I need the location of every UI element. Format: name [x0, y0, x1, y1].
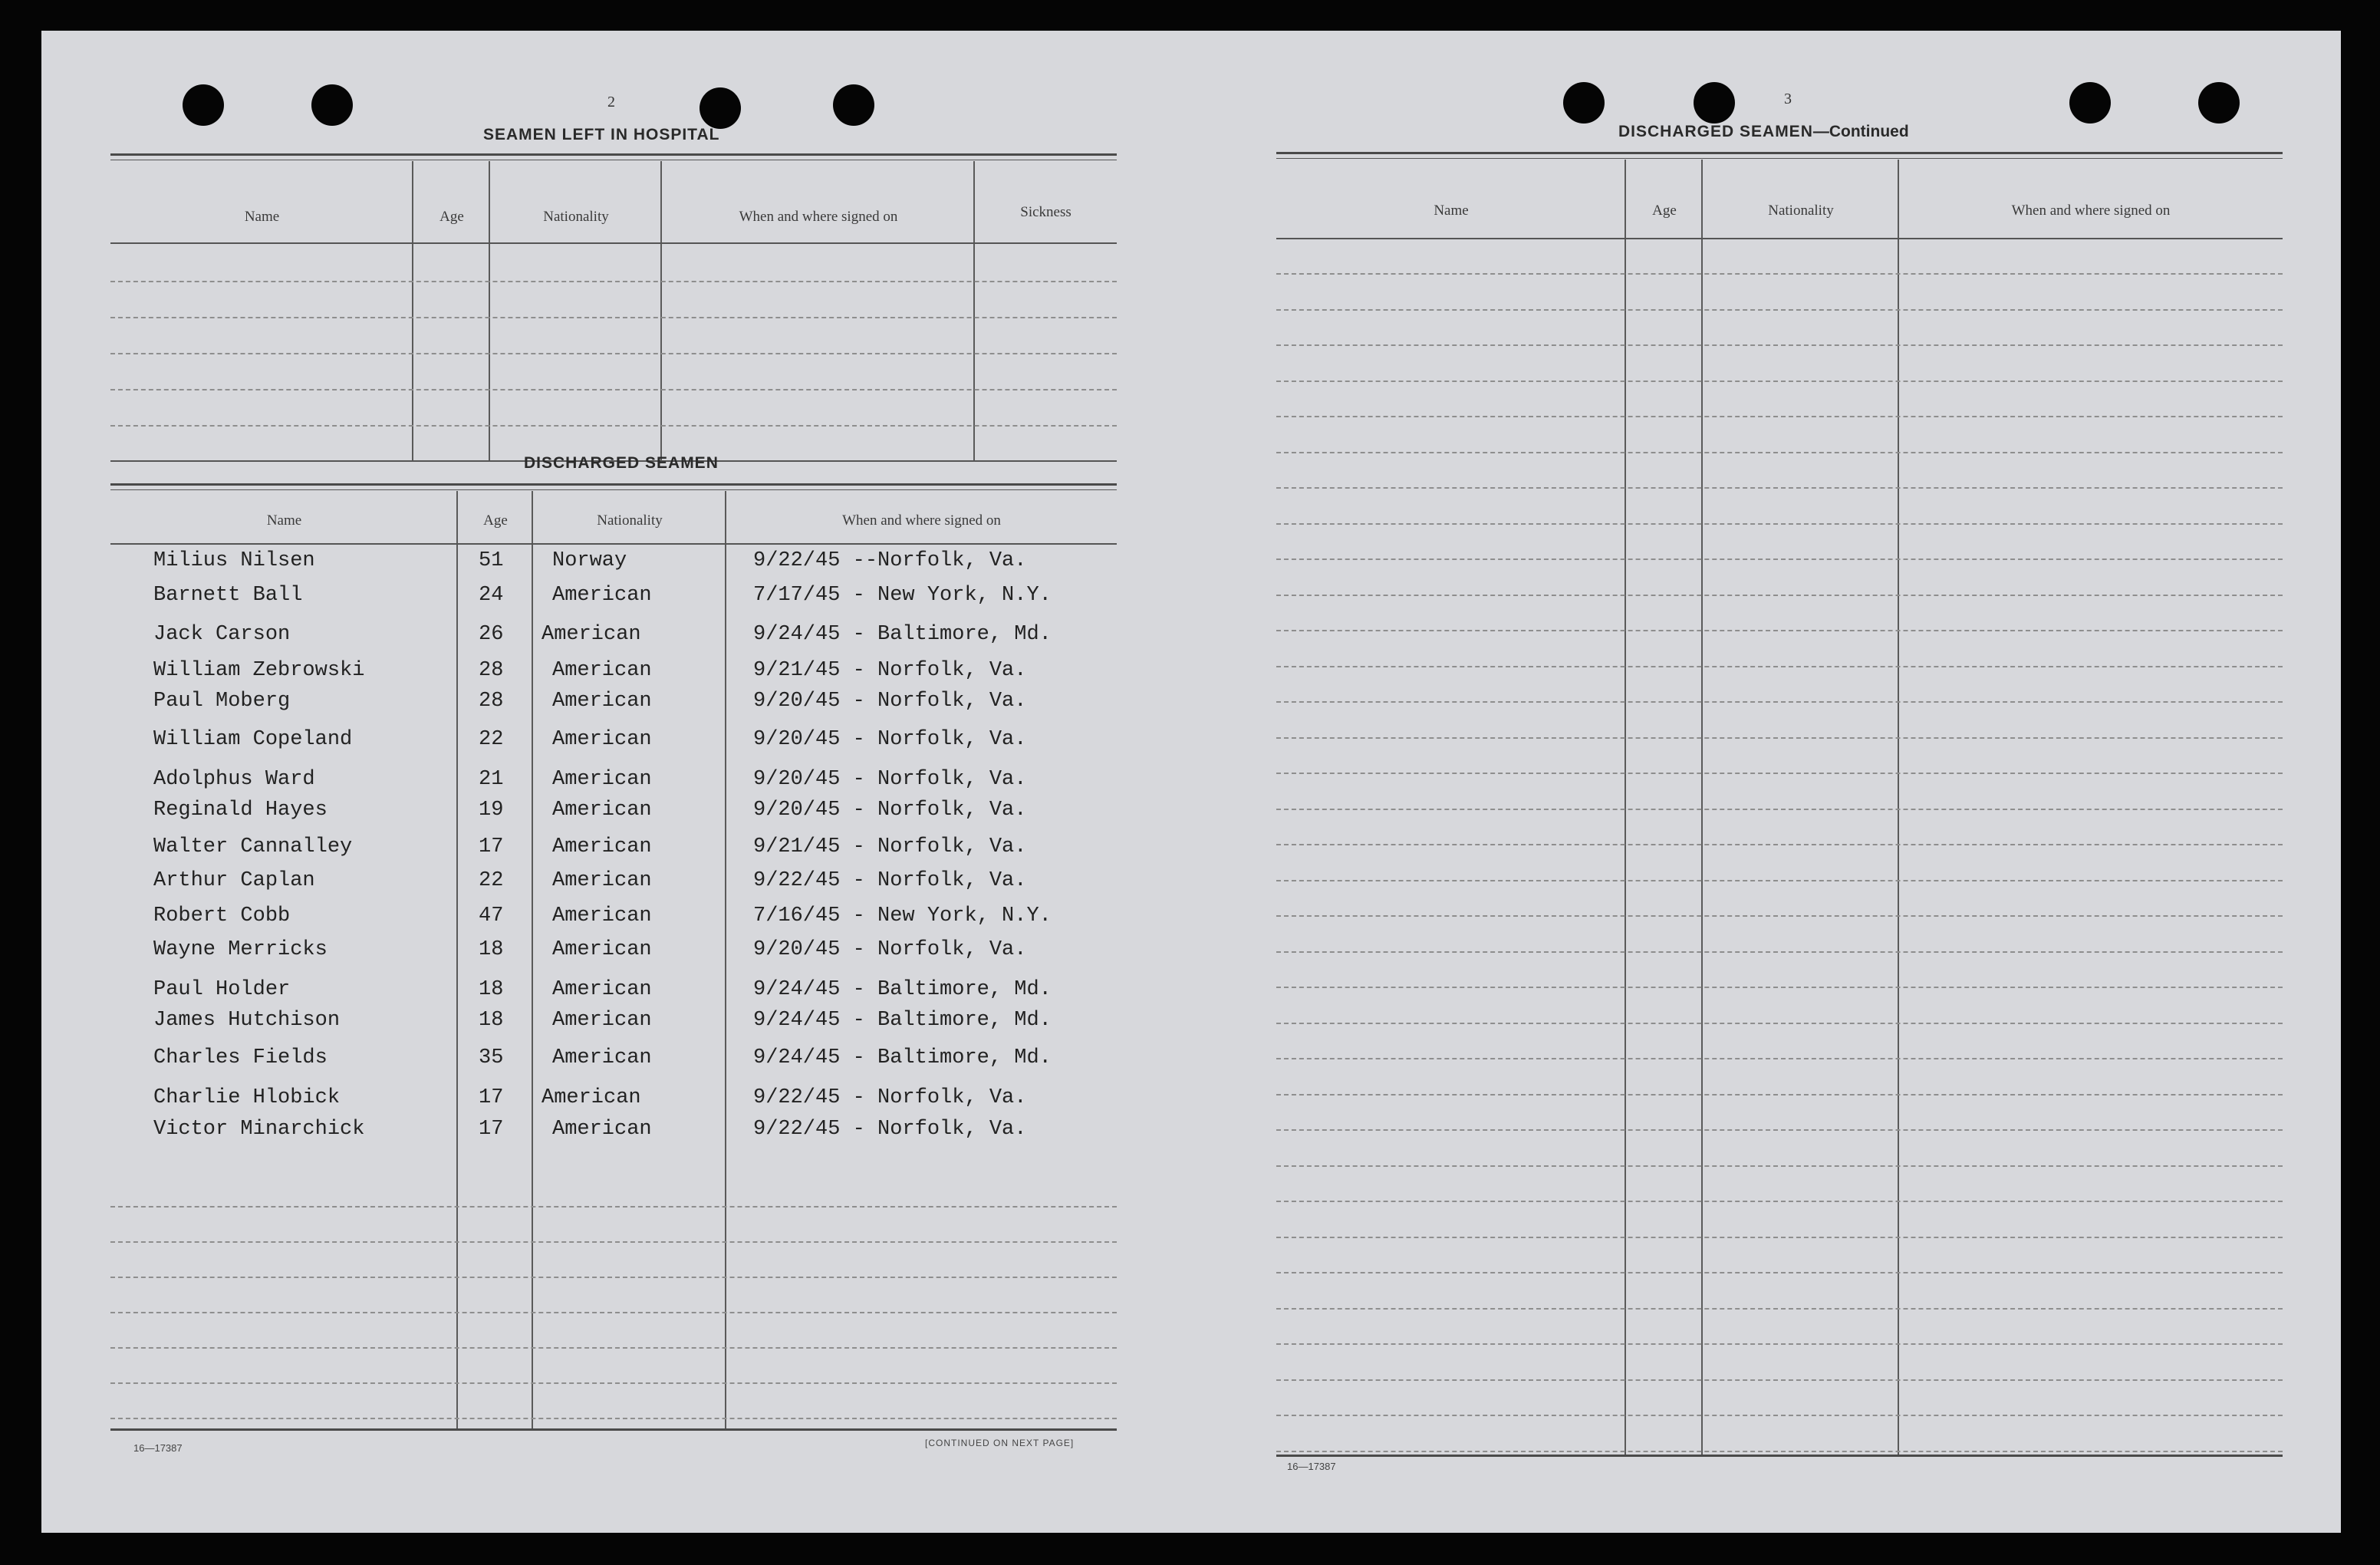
signed-on: 9/20/45 - Norfolk, Va. [753, 690, 1027, 713]
table-row [110, 623, 1117, 657]
header-signed-on: When and where signed on [739, 209, 898, 225]
ruled-line [1276, 381, 2283, 382]
seaman-age: 17 [479, 835, 504, 858]
ruled-line [1276, 523, 2283, 525]
left-page [41, 31, 1192, 1533]
seaman-name: Milius Nilsen [153, 549, 315, 572]
table-top-rule [110, 483, 1117, 486]
seaman-age: 24 [479, 584, 504, 607]
header-name: Name [1434, 203, 1469, 219]
seaman-age: 28 [479, 690, 504, 713]
column-divider [489, 161, 490, 462]
table-top-rule [1276, 158, 2283, 159]
ruled-line [110, 1347, 1117, 1349]
seaman-name: Robert Cobb [153, 904, 291, 927]
seaman-age: 18 [479, 1009, 504, 1032]
table-row [110, 1118, 1117, 1152]
seaman-age: 22 [479, 728, 504, 751]
signed-on: 9/22/45 - Norfolk, Va. [753, 869, 1027, 892]
table-row [110, 690, 1117, 723]
ruled-line [1276, 452, 2283, 453]
ruled-line [1276, 558, 2283, 560]
seaman-nationality: American [552, 768, 652, 791]
table-bottom-rule [1276, 1455, 2283, 1457]
signed-on: 9/20/45 - Norfolk, Va. [753, 799, 1027, 822]
seaman-name: Reginald Hayes [153, 799, 328, 822]
ruled-line [1276, 809, 2283, 810]
right-page [1192, 31, 2341, 1533]
seaman-age: 51 [479, 549, 504, 572]
punch-hole [2069, 82, 2111, 124]
seaman-age: 18 [479, 938, 504, 961]
punch-hole [2198, 82, 2240, 124]
column-divider [1625, 160, 1626, 1455]
punch-hole [183, 84, 224, 126]
ruled-line [1276, 1094, 2283, 1096]
ruled-line [1276, 309, 2283, 311]
punch-hole [700, 87, 741, 129]
ruled-line [1276, 416, 2283, 417]
seaman-nationality: American [542, 623, 641, 646]
seaman-name: Victor Minarchick [153, 1118, 365, 1141]
seaman-nationality: Norway [552, 549, 627, 572]
ruled-line [1276, 1237, 2283, 1238]
ruled-line [110, 1418, 1117, 1419]
hospital-table [110, 161, 1117, 462]
discharged-section-title: DISCHARGED SEAMEN [524, 454, 719, 472]
seaman-age: 17 [479, 1086, 504, 1109]
page-number: 2 [607, 94, 615, 110]
ruled-line [1276, 987, 2283, 988]
document-sheet [41, 31, 2341, 1533]
signed-on: 9/21/45 - Norfolk, Va. [753, 835, 1027, 858]
punch-hole [1694, 82, 1735, 124]
header-name: Name [266, 512, 302, 529]
signed-on: 9/20/45 - Norfolk, Va. [753, 768, 1027, 791]
signed-on: 9/24/45 - Baltimore, Md. [753, 623, 1052, 646]
seaman-name: Charlie Hlobick [153, 1086, 341, 1109]
seaman-name: Barnett Ball [153, 584, 303, 607]
seaman-name: William Zebrowski [153, 659, 365, 682]
signed-on: 9/20/45 - Norfolk, Va. [753, 938, 1027, 961]
table-bottom-rule [110, 1428, 1117, 1431]
form-number: 16—17387 [133, 1442, 183, 1454]
header-underline [110, 242, 1117, 244]
seaman-nationality: American [552, 869, 652, 892]
seaman-name: Wayne Merricks [153, 938, 328, 961]
section-title-suffix: —Continued [1812, 123, 1909, 140]
table-row [110, 869, 1117, 903]
table-row [110, 835, 1117, 869]
ruled-line [110, 281, 1117, 282]
column-divider [1701, 160, 1703, 1455]
seaman-name: Walter Cannalley [153, 835, 353, 858]
punch-hole [1563, 82, 1605, 124]
seaman-age: 22 [479, 869, 504, 892]
ruled-line [1276, 273, 2283, 275]
ruled-line [1276, 630, 2283, 631]
seaman-name: James Hutchison [153, 1009, 341, 1032]
table-row [110, 728, 1117, 762]
seaman-age: 21 [479, 768, 504, 791]
seaman-name: Jack Carson [153, 623, 291, 646]
header-nationality: Nationality [543, 209, 609, 225]
signed-on: 7/17/45 - New York, N.Y. [753, 584, 1052, 607]
header-sickness: Sickness [1020, 204, 1071, 220]
table-row [110, 1046, 1117, 1080]
table-row [110, 659, 1117, 693]
punch-hole [311, 84, 353, 126]
ruled-line [1276, 773, 2283, 774]
signed-on: 9/24/45 - Baltimore, Md. [753, 1009, 1052, 1032]
table-row [110, 549, 1117, 583]
punch-hole [833, 84, 874, 126]
ruled-line [1276, 344, 2283, 346]
form-number: 16—17387 [1287, 1461, 1336, 1472]
table-row [110, 938, 1117, 972]
signed-on: 9/21/45 - Norfolk, Va. [753, 659, 1027, 682]
section-title-text: DISCHARGED SEAMEN [1618, 123, 1813, 140]
header-underline [1276, 238, 2283, 239]
seaman-nationality: American [552, 728, 652, 751]
seaman-nationality: American [552, 659, 652, 682]
seaman-nationality: American [552, 978, 652, 1001]
table-row [110, 978, 1117, 1012]
header-nationality: Nationality [1768, 203, 1834, 219]
header-age: Age [483, 512, 508, 529]
table-top-rule [110, 489, 1117, 490]
header-underline [110, 543, 1117, 545]
header-nationality: Nationality [597, 512, 663, 529]
ruled-line [1276, 1308, 2283, 1310]
header-age: Age [1652, 203, 1677, 219]
ruled-line [1276, 487, 2283, 489]
ruled-line [1276, 1415, 2283, 1416]
seaman-name: Adolphus Ward [153, 768, 315, 791]
seaman-age: 35 [479, 1046, 504, 1069]
ruled-line [110, 389, 1117, 390]
seaman-age: 47 [479, 904, 504, 927]
seaman-name: William Copeland [153, 728, 353, 751]
header-signed-on: When and where signed on [2011, 203, 2171, 219]
ruled-line [1276, 666, 2283, 667]
table-top-rule [110, 153, 1117, 156]
column-divider [412, 161, 413, 462]
ruled-line [110, 353, 1117, 354]
seaman-nationality: American [552, 938, 652, 961]
seaman-name: Paul Moberg [153, 690, 291, 713]
ruled-line [1276, 1451, 2283, 1452]
ruled-line [110, 317, 1117, 318]
ruled-line [110, 425, 1117, 427]
signed-on: 9/24/45 - Baltimore, Md. [753, 978, 1052, 1001]
seaman-age: 18 [479, 978, 504, 1001]
ruled-line [110, 1241, 1117, 1243]
table-top-rule [1276, 152, 2283, 154]
seaman-nationality: American [552, 584, 652, 607]
header-name: Name [244, 209, 280, 225]
table-row [110, 799, 1117, 832]
signed-on: 9/22/45 - Norfolk, Va. [753, 1118, 1027, 1141]
ruled-line [1276, 1165, 2283, 1167]
ruled-line [1276, 1129, 2283, 1131]
ruled-line [1276, 844, 2283, 845]
header-age: Age [439, 209, 464, 225]
seaman-nationality: American [552, 799, 652, 822]
ruled-line [1276, 1343, 2283, 1345]
ruled-line [1276, 701, 2283, 703]
seaman-nationality: American [552, 1118, 652, 1141]
column-divider [1898, 160, 1899, 1455]
ruled-line [1276, 1201, 2283, 1202]
seaman-age: 17 [479, 1118, 504, 1141]
ruled-line [1276, 915, 2283, 917]
table-row [110, 768, 1117, 802]
hospital-section-title: SEAMEN LEFT IN HOSPITAL [483, 126, 720, 143]
signed-on: 9/22/45 - Norfolk, Va. [753, 1086, 1027, 1109]
ruled-line [1276, 595, 2283, 596]
table-row [110, 1086, 1117, 1120]
seaman-age: 28 [479, 659, 504, 682]
ruled-line [110, 1206, 1117, 1208]
seaman-name: Paul Holder [153, 978, 291, 1001]
seaman-age: 26 [479, 623, 504, 646]
column-divider [973, 161, 975, 462]
discharged-continued-table [1276, 160, 2283, 1455]
seaman-nationality: American [552, 904, 652, 927]
ruled-line [1276, 1058, 2283, 1059]
ruled-line [1276, 1272, 2283, 1273]
column-divider [660, 161, 662, 462]
table-row [110, 904, 1117, 938]
seaman-nationality: American [552, 690, 652, 713]
ruled-line [1276, 1023, 2283, 1024]
signed-on: 9/24/45 - Baltimore, Md. [753, 1046, 1052, 1069]
ruled-line [1276, 737, 2283, 739]
ruled-line [110, 1312, 1117, 1313]
header-signed-on: When and where signed on [842, 512, 1001, 529]
discharged-continued-title [1618, 123, 1909, 141]
discharged-table [110, 491, 1117, 1428]
page-number: 3 [1784, 91, 1792, 107]
ruled-line [110, 1382, 1117, 1384]
ruled-line [110, 1277, 1117, 1278]
signed-on: 9/20/45 - Norfolk, Va. [753, 728, 1027, 751]
seaman-nationality: American [542, 1086, 641, 1109]
ruled-line [1276, 1379, 2283, 1381]
seaman-age: 19 [479, 799, 504, 822]
signed-on: 9/22/45 --Norfolk, Va. [753, 549, 1027, 572]
seaman-nationality: American [552, 835, 652, 858]
seaman-nationality: American [552, 1009, 652, 1032]
seaman-name: Charles Fields [153, 1046, 328, 1069]
table-row [110, 1009, 1117, 1043]
seaman-name: Arthur Caplan [153, 869, 315, 892]
seaman-nationality: American [552, 1046, 652, 1069]
table-row [110, 584, 1117, 618]
signed-on: 7/16/45 - New York, N.Y. [753, 904, 1052, 927]
ruled-line [1276, 880, 2283, 881]
ruled-line [1276, 951, 2283, 953]
continued-note: [CONTINUED ON NEXT PAGE] [925, 1438, 1075, 1448]
